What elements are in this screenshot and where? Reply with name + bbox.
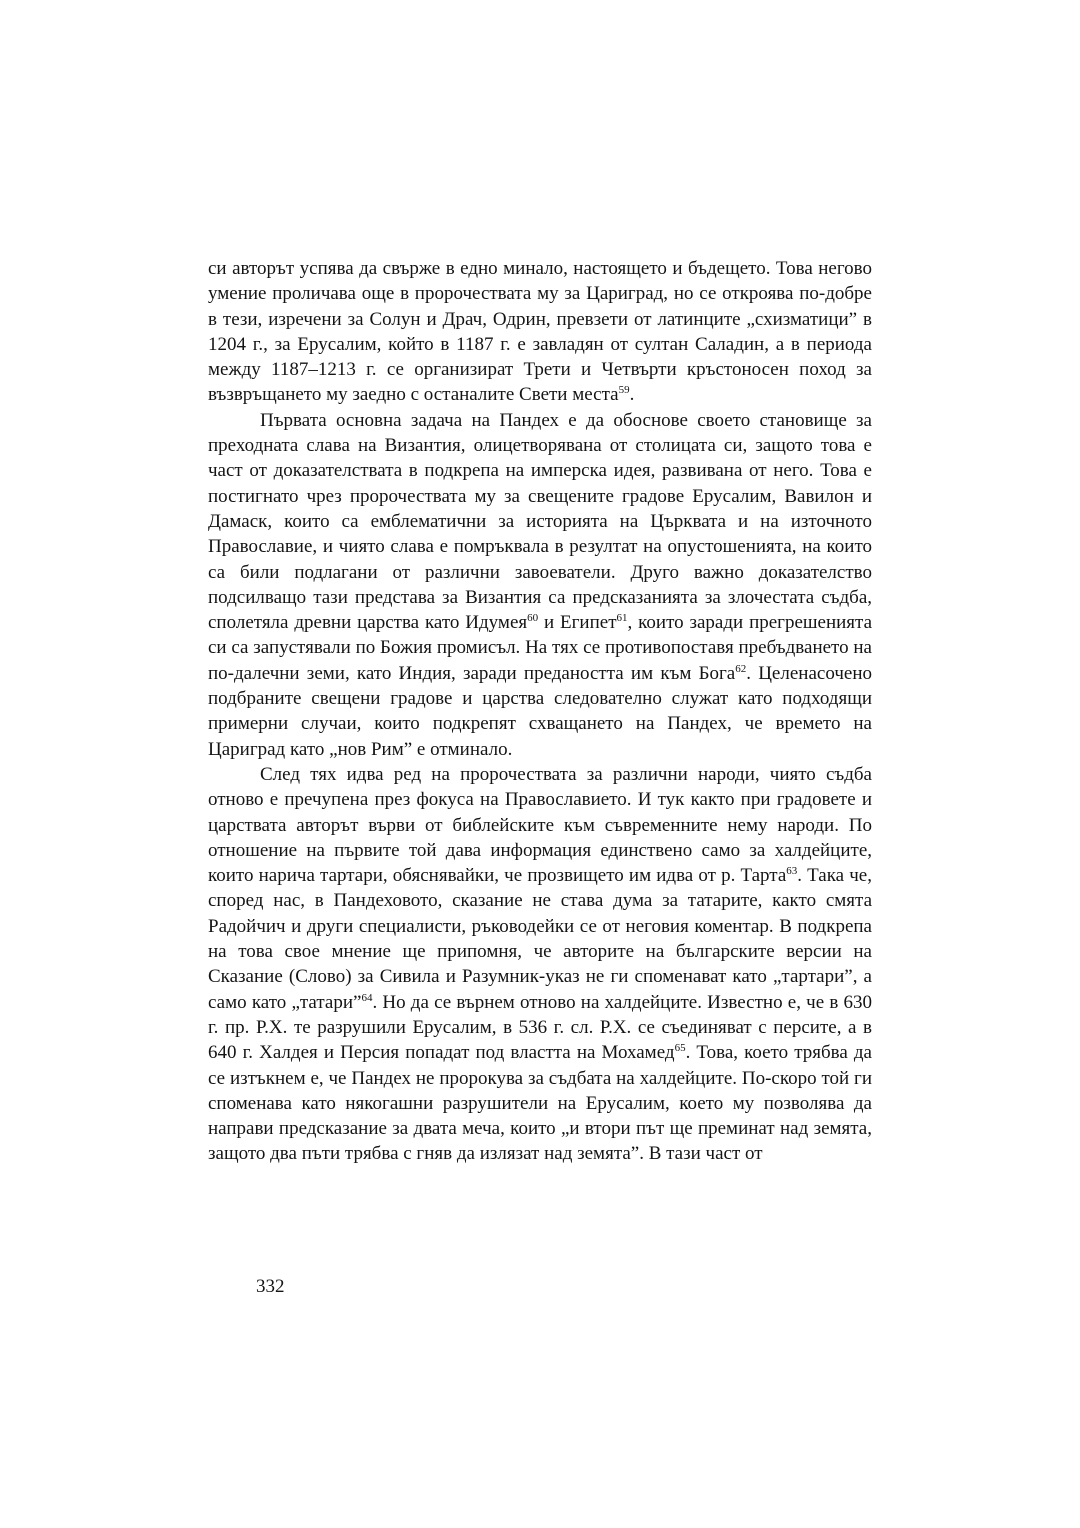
paragraph-1: си авторът успява да свърже в едно минало, настоящето и бъдещето. Това негово умение проличава още в пророчествата му за Цариград, но се откроява по-добре в тези, изречени за Солун и Драч, Одрин, превзети от латинците „схизматици” в 1204 г., за Ерусалим, който в 1187 г. е завладян от султан Саладин, а в периода между 1187–1213 г. се организират Трети и Четвърти кръстоносен поход за възвръщането му заедно с останалите Свети места$^{59}$. bbox=[208, 258, 872, 406]
footnote-ref-62: 62 bbox=[735, 662, 747, 675]
paragraph-3: След тях идва ред на пророчествата за различни народи, чиято съдба отново е пречупена през фокуса на Православието. И тук както при градовете и царствата авторът върви от библейските към съвременните нему народи. По отношение на първите той дава информация единствено само за халдейците, които нарича тартари, обяснявайки, че прозвището им идва от р. Тарта$^{63}$. Така че, според нас, в Пандеховото, сказание не става дума за татарите, както смята Радойчич и други специалисти, ръководейки се от неговия коментар. В подкрепа на това свое мнение ще припомня, че авторите на българските версии на Сказание (Слово) за Сивила и Разумник-указ не ги споменават като „тартари”, а само като „татари”$^{64}$. Но да се върнем отново на халдейците. Известно е, че в 630 г. пр. Р.Х. те разрушили Ерусалим, в 536 г. сл. Р.Х. се съединяват с персите, а в 640 г. Халдея и Персия попадат под властта на Мохамед$^{65}$. Това, което трябва да се изтъкнем е, че Пандех не пророкува за съдбата на халдейците. По-скоро той ги споменава като някогашни разрушители на Ерусалим, което му позволява да направи предсказание за двата меча, които „и втори път ще преминат над земята, защото два пъти трябва с гняв да излязат над земята”. В тази част от bbox=[208, 763, 872, 1165]
footnote-ref-59: 59 bbox=[618, 384, 630, 397]
body-text bbox=[208, 256, 872, 1167]
page-number: 332 bbox=[256, 1276, 285, 1297]
footnote-ref-63: 63 bbox=[786, 865, 798, 878]
footnote-ref-65: 65 bbox=[674, 1042, 686, 1055]
paragraph-2: Първата основна задача на Пандех е да обоснове своето становище за преходната слава на Византия, олицетворявана от столицата си, защото това е част от доказателствата в подкрепа на имперска идея, развивана от него. Това е постигнато чрез пророчествата му за свещените градове Ерусалим, Вавилон и Дамаск, които са емблематични за историята на Църквата и на източното Православие, и чиято слава е помръквала в резултат на опустошенията, на които са били подлагани от различни завоеватели. Друго важно доказателство подсилващо тази представа за Византия са предсказанията за злочестата съдба, сполетяла древни царства като Идумея$^{60}$ и Египет$^{61}$, които заради прегрешенията си са запустявали по Божия промисъл. На тях се противопоставя пребъдването на по-далечни земи, като Индия, заради предаността им към Бога$^{62}$. Целенасочено подбраните свещени градове и царства следователно служат като подходящи примерни случаи, които подкрепят схващането на Пандех, че времето на Цариград като „нов Рим” е отминало. bbox=[208, 409, 872, 760]
footnote-ref-60: 60 bbox=[527, 612, 539, 625]
footnote-ref-64: 64 bbox=[361, 991, 373, 1004]
footnote-ref-61: 61 bbox=[616, 612, 628, 625]
